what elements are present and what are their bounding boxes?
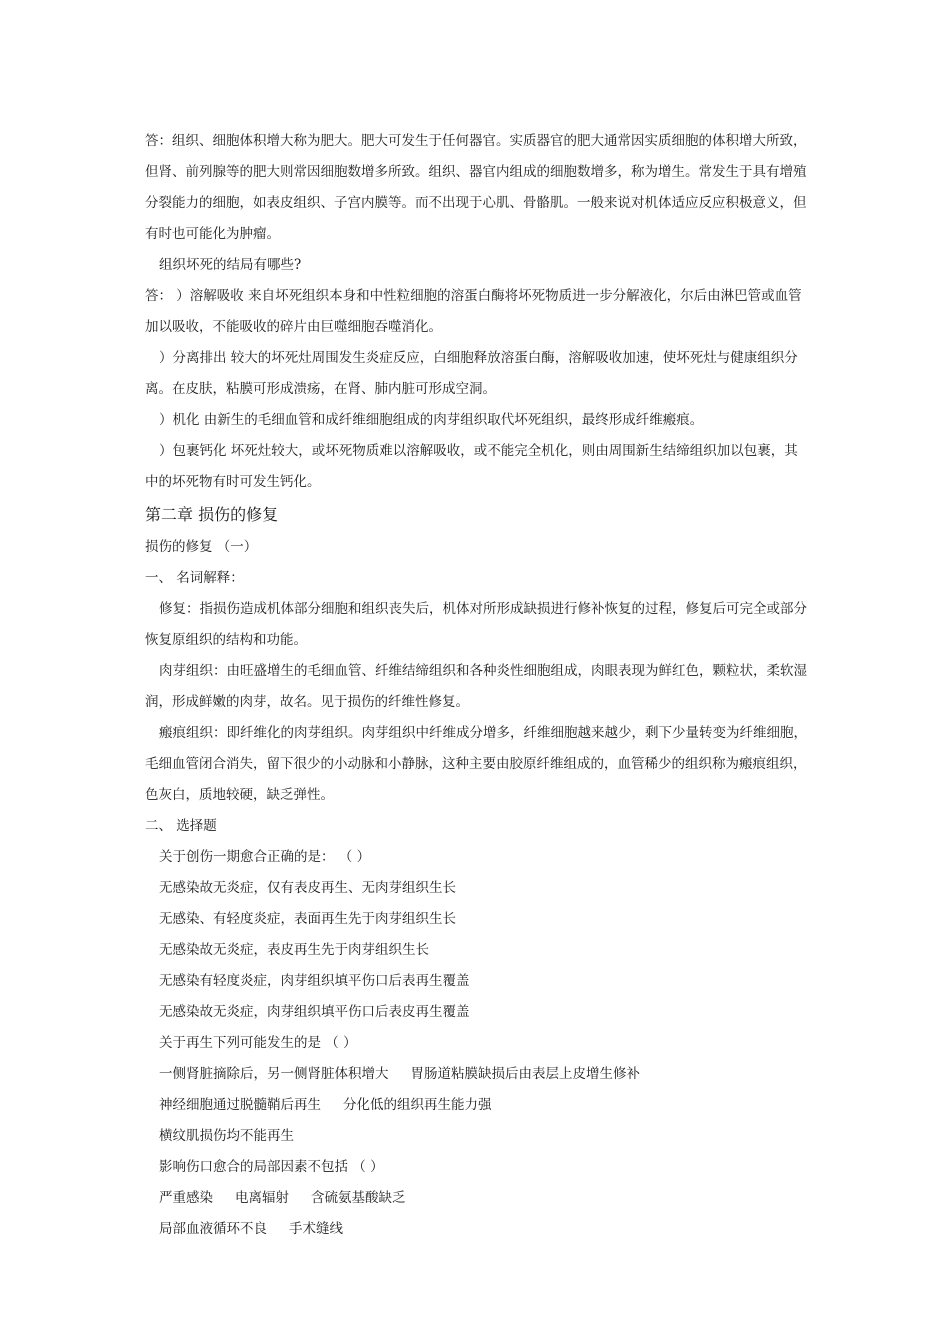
answer-hypertrophy-hyperplasia: 答：组织、细胞体积增大称为肥大。肥大可发生于任何器官。实质器官的肥大通常因实质细胞的体积增大所致，但肾、前列腺等的肥大则常因细胞数增多所致。组织、器官内组成的细胞数增多，称为增生。常发生于具有增殖分裂能力的细胞，如表皮组织、子宫内膜等。而不出现于心肌、骨骼肌。一般来说对机体适应反应积极意义，但有时也可能化为肿瘤。 (145, 133, 807, 242)
q2-options-row-1 (145, 1059, 808, 1090)
answer-dissolution-absorption: 答： ）溶解吸收 来自坏死组织本身和中性粒细胞的溶蛋白酶将坏死物质进一步分解液化，尔后由淋巴管或血管加以吸收，不能吸收的碎片由巨噬细胞吞噬消化。 (145, 288, 802, 335)
q2-option: 一侧肾脏摘除后，另一侧肾脏体积增大 (159, 1066, 389, 1082)
definition-scar-tissue: 瘢痕组织：即纤维化的肉芽组织。肉芽组织中纤维成分增多，纤维细胞越来越少，剩下少量转变为纤维细胞，毛细血管闭合消失，留下很少的小动脉和小静脉，这种主要由胶原纤维组成的，血管稀少的组织称为瘢痕组织，色灰白，质地较硬，缺乏弹性。 (145, 725, 807, 803)
question-2: 关于再生下列可能发生的是 （ ） (159, 1035, 357, 1051)
q1-option: 无感染故无炎症，仅有表皮再生、无肉芽组织生长 (159, 880, 456, 896)
definition-repair: 修复：指损伤造成机体部分细胞和组织丧失后，机体对所形成缺损进行修补恢复的过程，修复后可完全或部分恢复原组织的结构和功能。 (145, 601, 807, 648)
q1-option: 无感染故无炎症，表皮再生先于肉芽组织生长 (159, 942, 429, 958)
q3-options-row-2 (145, 1214, 808, 1245)
q1-option: 无感染有轻度炎症，肉芽组织填平伤口后表再生覆盖 (159, 973, 470, 989)
q1-option: 无感染、有轻度炎症，表面再生先于肉芽组织生长 (159, 911, 456, 927)
q2-options-row-2 (145, 1090, 808, 1121)
answer-organization: ）机化 由新生的毛细血管和成纤维细胞组成的肉芽组织取代坏死组织，最终形成纤维瘢痕。 (159, 412, 704, 428)
q3-option: 严重感染 (159, 1190, 213, 1206)
q3-option: 局部血液循环不良 (159, 1221, 267, 1237)
q2-option: 横纹肌损伤均不能再生 (159, 1128, 294, 1144)
question-necrosis-outcome: 组织坏死的结局有哪些? (159, 257, 302, 273)
part2-heading: 二、 选择题 (145, 818, 217, 834)
q3-option: 含硫氨基酸缺乏 (311, 1190, 406, 1206)
definition-granulation-tissue: 肉芽组织：由旺盛增生的毛细血管、纤维结缔组织和各种炎性细胞组成，肉眼表现为鲜红色，颗粒状，柔软湿润，形成鲜嫩的肉芽，故名。见于损伤的纤维性修复。 (145, 663, 807, 710)
chapter-title: 第二章 损伤的修复 (145, 505, 279, 524)
q2-option: 分化低的组织再生能力强 (343, 1097, 492, 1113)
q2-option: 胃肠道粘膜缺损后由表层上皮增生修补 (410, 1066, 640, 1082)
q1-option: 无感染故无炎症，肉芽组织填平伤口后表皮再生覆盖 (159, 1004, 470, 1020)
q3-options-row-1 (145, 1183, 808, 1214)
q3-option: 电离辐射 (235, 1190, 289, 1206)
q3-option: 手术缝线 (289, 1221, 343, 1237)
answer-encapsulation-calcification: ）包裹钙化 坏死灶较大，或坏死物质难以溶解吸收，或不能完全机化，则由周围新生结缔组织加以包裹，其中的坏死物有时可发生钙化。 (145, 443, 798, 490)
part1-heading: 一、 名词解释： (145, 570, 244, 586)
question-3: 影响伤口愈合的局部因素不包括 （ ） (159, 1159, 384, 1175)
answer-separation-discharge: ）分离排出 较大的坏死灶周围发生炎症反应，白细胞释放溶蛋白酶，溶解吸收加速，使坏死灶与健康组织分离。在皮肤，粘膜可形成溃疡，在肾、肺内脏可形成空洞。 (145, 350, 798, 397)
q2-option: 神经细胞通过脱髓鞘后再生 (159, 1097, 321, 1113)
chapter-subtitle: 损伤的修复 （一） (145, 539, 258, 555)
question-1: 关于创伤一期愈合正确的是： （ ） (159, 849, 371, 865)
